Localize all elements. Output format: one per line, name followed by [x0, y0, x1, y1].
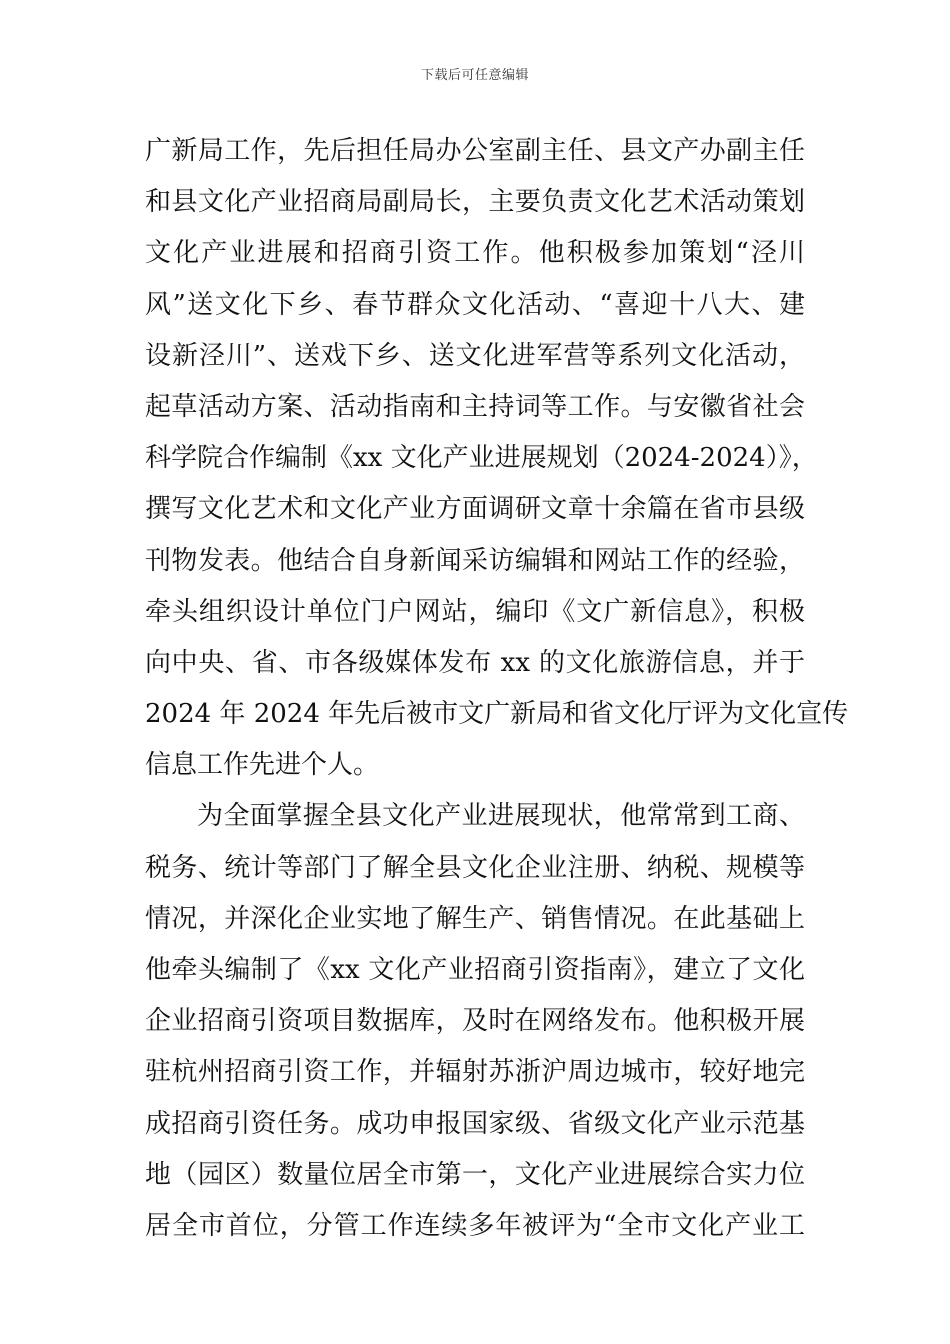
- text-line: 信息工作先进个人。: [145, 750, 380, 781]
- text-line: 撰写文化艺术和文化产业方面调研文章十余篇在省市县级: [145, 494, 805, 525]
- text-line: 为全面掌握全县文化产业进展现状，他常常到工商、: [197, 801, 805, 832]
- document-body: [145, 126, 849, 1252]
- text-line: 税务、统计等部门了解全县文化企业注册、纳税、规模等: [145, 852, 805, 883]
- text-line: 和县文化产业招商局副局长，主要负责文化艺术活动策划: [145, 187, 805, 218]
- paragraph: [145, 126, 849, 791]
- text-line: 风”送文化下乡、春节群众文化活动、“喜迎十八大、建: [145, 289, 805, 320]
- text-line: 牵头组织设计单位门户网站，编印《文广新信息》，积极: [145, 596, 805, 627]
- page-header: 下载后可任意编辑: [420, 68, 529, 83]
- text-line: 起草活动方案、活动指南和主持词等工作。与安徽省社会: [145, 391, 805, 422]
- text-line: 向中央、省、市各级媒体发布 xx 的文化旅游信息，并于: [145, 647, 805, 678]
- text-line: 设新泾川”、送戏下乡、送文化进军营等系列文化活动，: [145, 340, 805, 371]
- text-line: 他牵头编制了《xx 文化产业招商引资指南》，建立了文化: [145, 955, 805, 985]
- text-line: 刊物发表。他结合自身新闻采访编辑和网站工作的经验，: [145, 545, 805, 576]
- text-line: 广新局工作，先后担任局办公室副主任、县文产办副主任: [145, 136, 805, 166]
- text-line: 居全市首位，分管工作连续多年被评为“全市文化产业工: [145, 1210, 805, 1241]
- text-line: 驻杭州招商引资工作，并辐射苏浙沪周边城市，较好地完: [145, 1057, 805, 1088]
- text-line: 文化产业进展和招商引资工作。他积极参加策划“泾川: [145, 238, 805, 269]
- text-line: 科学院合作编制《xx 文化产业进展规划（2024-2024）》，: [145, 443, 818, 474]
- text-line: 情况，并深化企业实地了解生产、销售情况。在此基础上: [145, 903, 805, 934]
- text-line: 地（园区）数量位居全市第一，文化产业进展综合实力位: [145, 1159, 805, 1190]
- paragraph: [145, 791, 805, 1252]
- text-line: 企业招商引资项目数据库，及时在网络发布。他积极开展: [145, 1006, 805, 1037]
- text-line: 成招商引资任务。成功申报国家级、省级文化产业示范基: [145, 1108, 805, 1139]
- text-line: 2024 年 2024 年先后被市文广新局和省文化厅评为文化宣传: [145, 699, 849, 730]
